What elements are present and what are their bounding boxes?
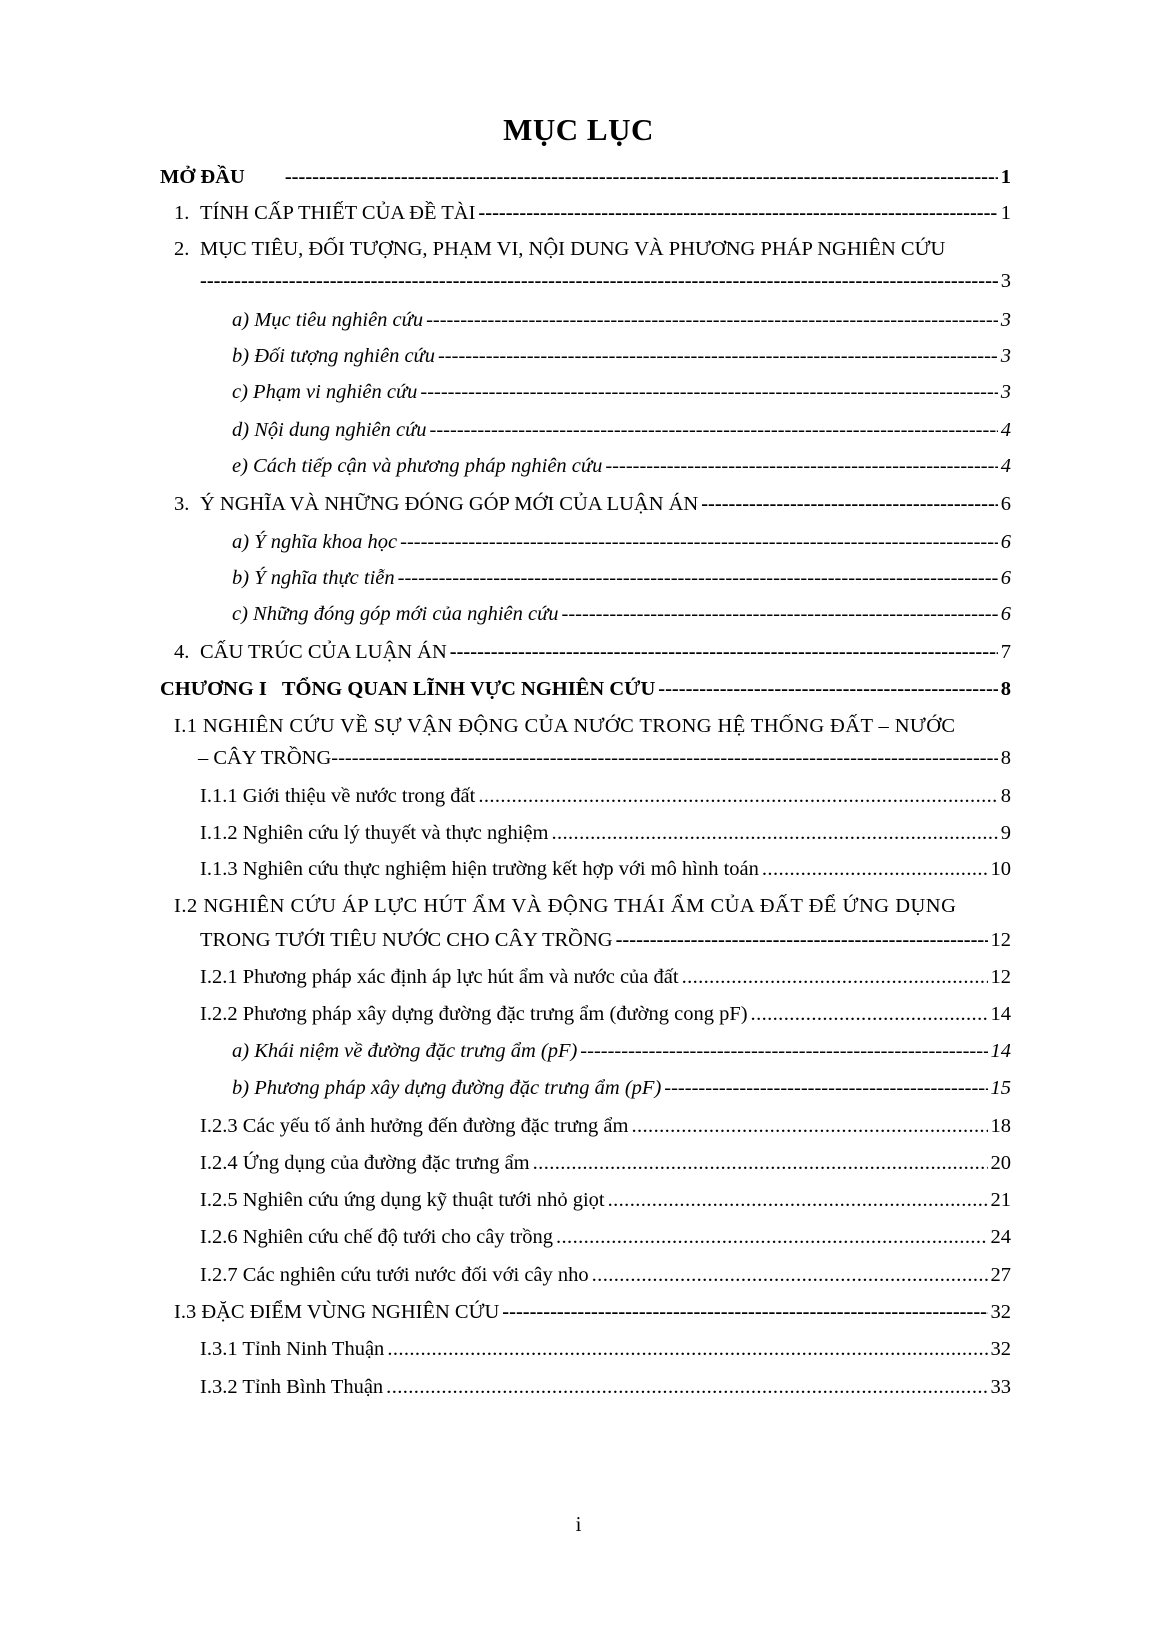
toc-entry-page: 27 [990,1264,1011,1286]
toc-entry[interactable] [200,1189,1011,1219]
toc-entry-label: I.2.1 Phương pháp xác định áp lực hút ẩm và nước của đất [200,966,679,988]
toc-entry-label: I.1.1 Giới thiệu về nước trong đất [200,785,476,807]
toc-entry-label: MỤC TIÊU, ĐỐI TƯỢNG, PHẠM VI, NỘI DUNG VÀ PHƯƠNG PHÁP NGHIÊN CỨU [200,238,946,260]
toc-entry-page: 1 [1000,202,1011,224]
toc-entry-page: 6 [1000,603,1011,625]
page-title: MỤC LỤC [503,112,654,147]
page-number: i [575,1512,582,1536]
toc-entry-label: c) Phạm vi nghiên cứu [232,381,418,403]
toc-entry-label: CHƯƠNG I TỔNG QUAN LĨNH VỰC NGHIÊN CỨU [160,678,656,700]
toc-entry-number: 3. [174,493,190,515]
toc-entry-label: a) Mục tiêu nghiên cứu [232,309,424,331]
toc-entry[interactable] [232,1040,1011,1070]
toc-entry-line1[interactable] [174,715,1011,745]
toc-entry-label: I.3.1 Tỉnh Ninh Thuận [200,1338,385,1360]
toc-entry-page: 3 [1000,381,1011,403]
toc-entry-page: 18 [990,1115,1011,1137]
toc-entry-page: 6 [1000,567,1011,589]
toc-entry-page: 20 [990,1152,1011,1174]
toc-entry[interactable] [200,1338,1011,1368]
toc-entry[interactable] [200,858,1011,888]
toc-entry-page: 3 [1000,270,1011,292]
toc-entry-page: 9 [1000,822,1011,844]
toc-entry[interactable] [200,1376,1011,1406]
toc-entry-label: I.2.3 Các yếu tố ảnh hưởng đến đường đặc trưng ẩm [200,1115,629,1137]
toc-entry-page: 3 [1000,309,1011,331]
toc-entry[interactable] [200,1226,1011,1256]
toc-entry-page: 32 [990,1301,1011,1323]
toc-entry-label: MỞ ĐẦU [160,166,245,188]
toc-entry-label: I.2.4 Ứng dụng của đường đặc trưng ẩm [200,1152,530,1174]
toc-entry[interactable] [232,345,1011,375]
toc-entry-label: – CÂY TRỒNG [198,747,332,769]
toc-entry-page: 12 [990,929,1011,951]
toc-entry-label: I.2.5 Nghiên cứu ứng dụng kỹ thuật tưới nhỏ giọt [200,1189,605,1211]
toc-entry[interactable] [200,1003,1011,1033]
toc-entry-number: 1. [174,202,190,224]
toc-entry-label: I.1.2 Nghiên cứu lý thuyết và thực nghiệm [200,822,549,844]
toc-entry[interactable] [232,531,1011,561]
toc-entry-number: 4. [174,641,190,663]
toc-entry-page: 21 [990,1189,1011,1211]
toc-entry-label: Ý NGHĨA VÀ NHỮNG ĐÓNG GÓP MỚI CỦA LUẬN ÁN [200,493,699,515]
toc-entry-line1[interactable] [174,238,1011,268]
toc-entry[interactable] [200,1264,1011,1294]
toc-entry-page: 6 [1000,493,1011,515]
toc-entry-page: 32 [990,1338,1011,1360]
toc-entry[interactable] [232,419,1011,449]
toc-entry[interactable] [232,455,1011,485]
toc-entry-line1[interactable] [174,895,1011,925]
toc-entry-page: 14 [990,1003,1011,1025]
toc-entry-label: b) Phương pháp xây dựng đường đặc trưng ẩm (pF) [232,1077,662,1099]
toc-entry-page: 3 [1000,345,1011,367]
toc-entry-label: TÍNH CẤP THIẾT CỦA ĐỀ TÀI [200,202,476,224]
toc-entry-page: 15 [990,1077,1011,1099]
toc-entry-label: I.2.7 Các nghiên cứu tưới nước đối với cây nho [200,1264,589,1286]
toc-entry-label: I.3.2 Tỉnh Bình Thuận [200,1376,384,1398]
toc-entry-page: 14 [990,1040,1011,1062]
toc-entry-label: I.1.3 Nghiên cứu thực nghiệm hiện trường kết hợp với mô hình toán [200,858,759,880]
toc-entry[interactable] [174,202,1011,232]
toc-entry-label: c) Những đóng góp mới của nghiên cứu [232,603,559,625]
toc-entry-page: 24 [990,1226,1011,1248]
toc-entry[interactable] [160,166,1011,196]
toc-entry-line2[interactable] [200,270,1011,300]
toc-entry-page: 1 [1000,166,1011,188]
toc-entry[interactable] [200,1115,1011,1145]
toc-entry-label: a) Ý nghĩa khoa học [232,531,398,553]
toc-entry[interactable] [232,381,1011,411]
toc-entry-label: I.2.2 Phương pháp xây dựng đường đặc trưng ẩm (đường cong pF) [200,1003,748,1025]
toc-entry-page: 12 [990,966,1011,988]
toc-entry[interactable] [174,493,1011,523]
toc-entry-page: 8 [1000,785,1011,807]
toc-entry-label: I.3 ĐẶC ĐIỂM VÙNG NGHIÊN CỨU [174,1301,500,1323]
toc-entry-page: 8 [1000,678,1011,700]
toc-entry-label: TRONG TƯỚI TIÊU NƯỚC CHO CÂY TRỒNG [200,929,613,951]
toc-entry[interactable] [174,641,1011,671]
toc-entry-label: CẤU TRÚC CỦA LUẬN ÁN [200,641,447,663]
toc-entry-label: e) Cách tiếp cận và phương pháp nghiên cứu [232,455,603,477]
toc-entry[interactable] [174,1301,1011,1331]
toc-entry-label: b) Ý nghĩa thực tiễn [232,567,395,589]
toc-entry[interactable] [232,309,1011,339]
toc-entry-page: 7 [1000,641,1011,663]
toc-entry-label: b) Đối tượng nghiên cứu [232,345,435,367]
toc-entry[interactable] [200,785,1011,815]
toc-entry-label: I.1 NGHIÊN CỨU VỀ SỰ VẬN ĐỘNG CỦA NƯỚC TRONG HỆ THỐNG ĐẤT – NƯỚC [174,715,956,737]
toc-entry-number: 2. [174,238,190,260]
toc-entry-line2[interactable] [198,747,1011,777]
toc-entry-label: I.2 NGHIÊN CỨU ÁP LỰC HÚT ẨM VÀ ĐỘNG THÁI ẨM CỦA ĐẤT ĐỂ ỨNG DỤNG [174,895,957,917]
toc-entry-line2[interactable] [200,929,1011,959]
toc-entry[interactable] [232,567,1011,597]
toc-entry-page: 6 [1000,531,1011,553]
toc-entry-label: d) Nội dung nghiên cứu [232,419,427,441]
toc-entry[interactable] [200,966,1011,996]
toc-entry-label: a) Khái niệm về đường đặc trưng ẩm (pF) [232,1040,578,1062]
toc-entry-chapter[interactable] [160,678,1011,708]
toc-entry-page: 4 [1000,419,1011,441]
toc-entry-page: 33 [990,1376,1011,1398]
toc-entry[interactable] [200,822,1011,852]
toc-entry[interactable] [200,1152,1011,1182]
toc-entry-page: 10 [990,858,1011,880]
toc-entry-page: 8 [1000,747,1011,769]
toc-entry[interactable] [232,603,1011,633]
toc-entry[interactable] [232,1077,1011,1107]
toc-entry-page: 4 [1000,455,1011,477]
toc-entry-label: I.2.6 Nghiên cứu chế độ tưới cho cây trồng [200,1226,553,1248]
